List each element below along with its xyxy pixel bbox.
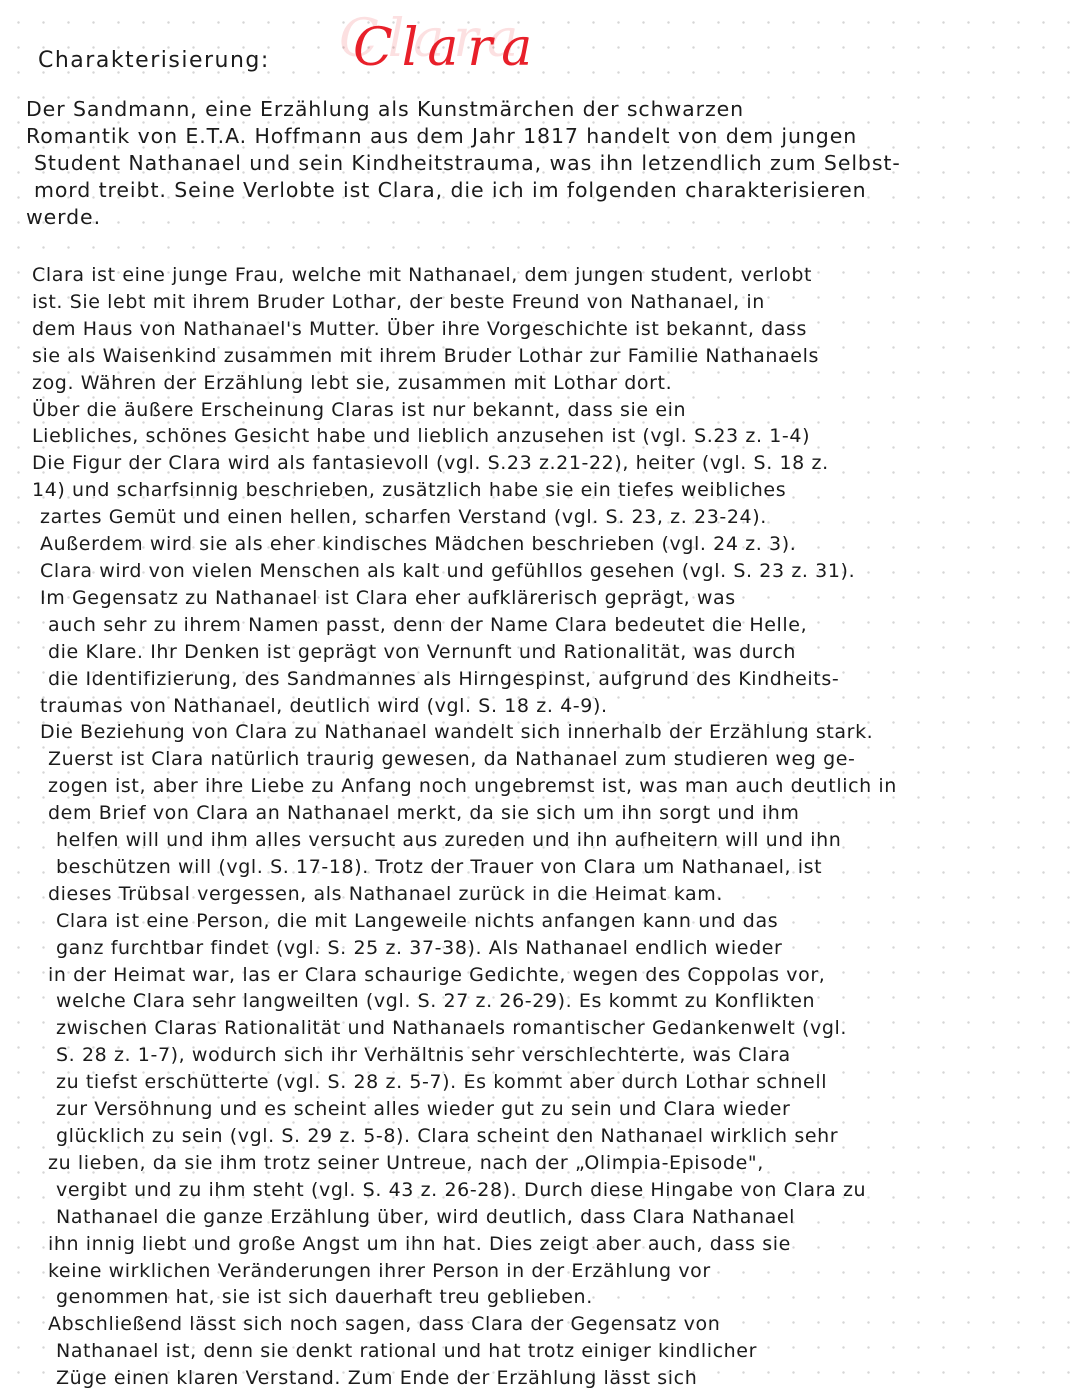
body-line: Die Beziehung von Clara zu Nathanael wandelt sich innerhalb der Erzählung stark. bbox=[40, 721, 874, 744]
body-line: zwischen Claras Rationalität und Nathanaels romantischer Gedankenwelt (vgl. bbox=[56, 1017, 848, 1040]
body-line: ihn innig liebt und große Angst um ihn hat. Dies zeigt aber auch, dass sie bbox=[48, 1232, 791, 1255]
body-line: auch sehr zu ihrem Namen passt, denn der Name Clara bedeutet die Helle, bbox=[48, 613, 808, 636]
intro-line: Student Nathanael und sein Kindheitstrauma, was ihn letzendlich zum Selbst- bbox=[34, 151, 901, 175]
body-line: Im Gegensatz zu Nathanael ist Clara eher aufklärerisch geprägt, was bbox=[40, 586, 736, 609]
body-line: genommen hat, sie ist sich dauerhaft treu geblieben. bbox=[56, 1286, 593, 1309]
body-line: ist. Sie lebt mit ihrem Bruder Lothar, der beste Freund von Nathanael, in bbox=[32, 290, 765, 313]
body-line: welche Clara sehr langweilten (vgl. S. 27 z. 26-29). Es kommt zu Konflikten bbox=[56, 990, 816, 1013]
body-line: zur Versöhnung und es scheint alles wieder gut zu sein und Clara wieder bbox=[56, 1098, 791, 1121]
body-line: zu lieben, da sie ihm trotz seiner Untreue, nach der „Olimpia-Episode", bbox=[48, 1151, 764, 1174]
body-line: dem Brief von Clara an Nathanael merkt, da sie sich um ihn sorgt und ihm bbox=[48, 802, 800, 825]
body-line: zartes Gemüt und einen hellen, scharfen Verstand (vgl. S. 23, z. 23-24). bbox=[40, 506, 767, 529]
body-line: helfen will und ihm alles versucht aus zureden und ihn aufheitern will und ihn bbox=[56, 829, 842, 852]
body-line: Clara ist eine junge Frau, welche mit Nathanael, dem jungen student, verlobt bbox=[32, 264, 813, 286]
body-line: beschützen will (vgl. S. 17-18). Trotz der Trauer von Clara um Nathanael, ist bbox=[56, 855, 823, 878]
body-line: zogen ist, aber ihre Liebe zu Anfang noch ungebremst ist, was man auch deutlich in bbox=[48, 775, 897, 798]
body-line: zog. Währen der Erzählung lebt sie, zusammen mit Lothar dort. bbox=[32, 371, 673, 394]
body-line: ganz furchtbar findet (vgl. S. 25 z. 37-38). Als Nathanael endlich wieder bbox=[56, 936, 783, 959]
body-line: die Identifizierung, des Sandmannes als Hirngespinst, aufgrund des Kindheits- bbox=[48, 667, 840, 690]
body-line: Über die äußere Erscheinung Claras ist nur bekannt, dass sie ein bbox=[32, 398, 687, 421]
body-line: keine wirklichen Veränderungen ihrer Person in der Erzählung vor bbox=[48, 1259, 711, 1282]
body-line: Clara ist eine Person, die mit Langeweile nichts anfangen kann und das bbox=[56, 909, 779, 932]
body-line: dem Haus von Nathanael's Mutter. Über ihre Vorgeschichte ist bekannt, dass bbox=[32, 317, 808, 340]
body-line: die Klare. Ihr Denken ist geprägt von Vernunft und Rationalität, was durch bbox=[48, 640, 796, 663]
heading bbox=[38, 18, 738, 82]
body-line: Zuerst ist Clara natürlich traurig gewesen, da Nathanael zum studieren weg ge- bbox=[48, 748, 856, 771]
body-line: Nathanael ist, denn sie denkt rational und hat trotz einiger kindlicher bbox=[56, 1340, 757, 1363]
body-line: zu tiefst erschütterte (vgl. S. 28 z. 5-7). Es kommt aber durch Lothar schnell bbox=[56, 1071, 828, 1094]
body-line: 14) und scharfsinnig beschrieben, zusätzlich habe sie ein tiefes weibliches bbox=[32, 479, 787, 502]
body-line: dieses Trübsal vergessen, als Nathanael zurück in die Heimat kam. bbox=[48, 882, 723, 905]
body-line: traumas von Nathanael, deutlich wird (vgl. S. 18 z. 4-9). bbox=[40, 694, 608, 717]
intro-paragraph bbox=[26, 96, 1066, 231]
character-name-title: Clara bbox=[353, 18, 542, 78]
body-line: Züge einen klaren Verstand. Zum Ende der Erzählung lässt sich bbox=[56, 1367, 698, 1390]
body-line: Clara wird von vielen Menschen als kalt und gefühllos gesehen (vgl. S. 23 z. 31). bbox=[40, 559, 856, 582]
body-line: Abschließend lässt sich noch sagen, dass Clara der Gegensatz von bbox=[48, 1313, 721, 1336]
body-line: Die Figur der Clara wird als fantasievoll (vgl. S.23 z.21-22), heiter (vgl. S. 18 z. bbox=[32, 452, 829, 475]
body-line: sie als Waisenkind zusammen mit ihrem Bruder Lothar zur Familie Nathanaels bbox=[32, 344, 819, 367]
body-line: Außerdem wird sie als eher kindisches Mädchen beschrieben (vgl. 24 z. 3). bbox=[40, 533, 797, 556]
characterization-body bbox=[32, 262, 1068, 1392]
body-line: glücklich zu sein (vgl. S. 29 z. 5-8). Clara scheint den Nathanael wirklich sehr bbox=[56, 1125, 839, 1147]
intro-line: Der Sandmann, eine Erzählung als Kunstmärchen der schwarzen bbox=[26, 97, 745, 121]
heading-label: Charakterisierung: bbox=[38, 48, 270, 73]
intro-line: Romantik von E.T.A. Hoffmann aus dem Jahr 1817 handelt von dem jungen bbox=[26, 124, 858, 148]
body-line: in der Heimat war, las er Clara schaurige Gedichte, wegen des Coppolas vor, bbox=[48, 963, 826, 986]
intro-line: werde. bbox=[26, 205, 101, 229]
body-line: Liebliches, schönes Gesicht habe und lieblich anzusehen ist (vgl. S.23 z. 1-4) bbox=[32, 425, 811, 448]
body-line: Nathanael die ganze Erzählung über, wird deutlich, dass Clara Nathanael bbox=[56, 1205, 796, 1228]
intro-line: mord treibt. Seine Verlobte ist Clara, die ich im folgenden charakterisieren bbox=[34, 178, 867, 202]
body-line: S. 28 z. 1-7), wodurch sich ihr Verhältnis sehr verschlechterte, was Clara bbox=[56, 1044, 791, 1067]
body-line: vergibt und zu ihm steht (vgl. S. 43 z. 26-28). Durch diese Hingabe von Clara zu bbox=[56, 1178, 867, 1201]
